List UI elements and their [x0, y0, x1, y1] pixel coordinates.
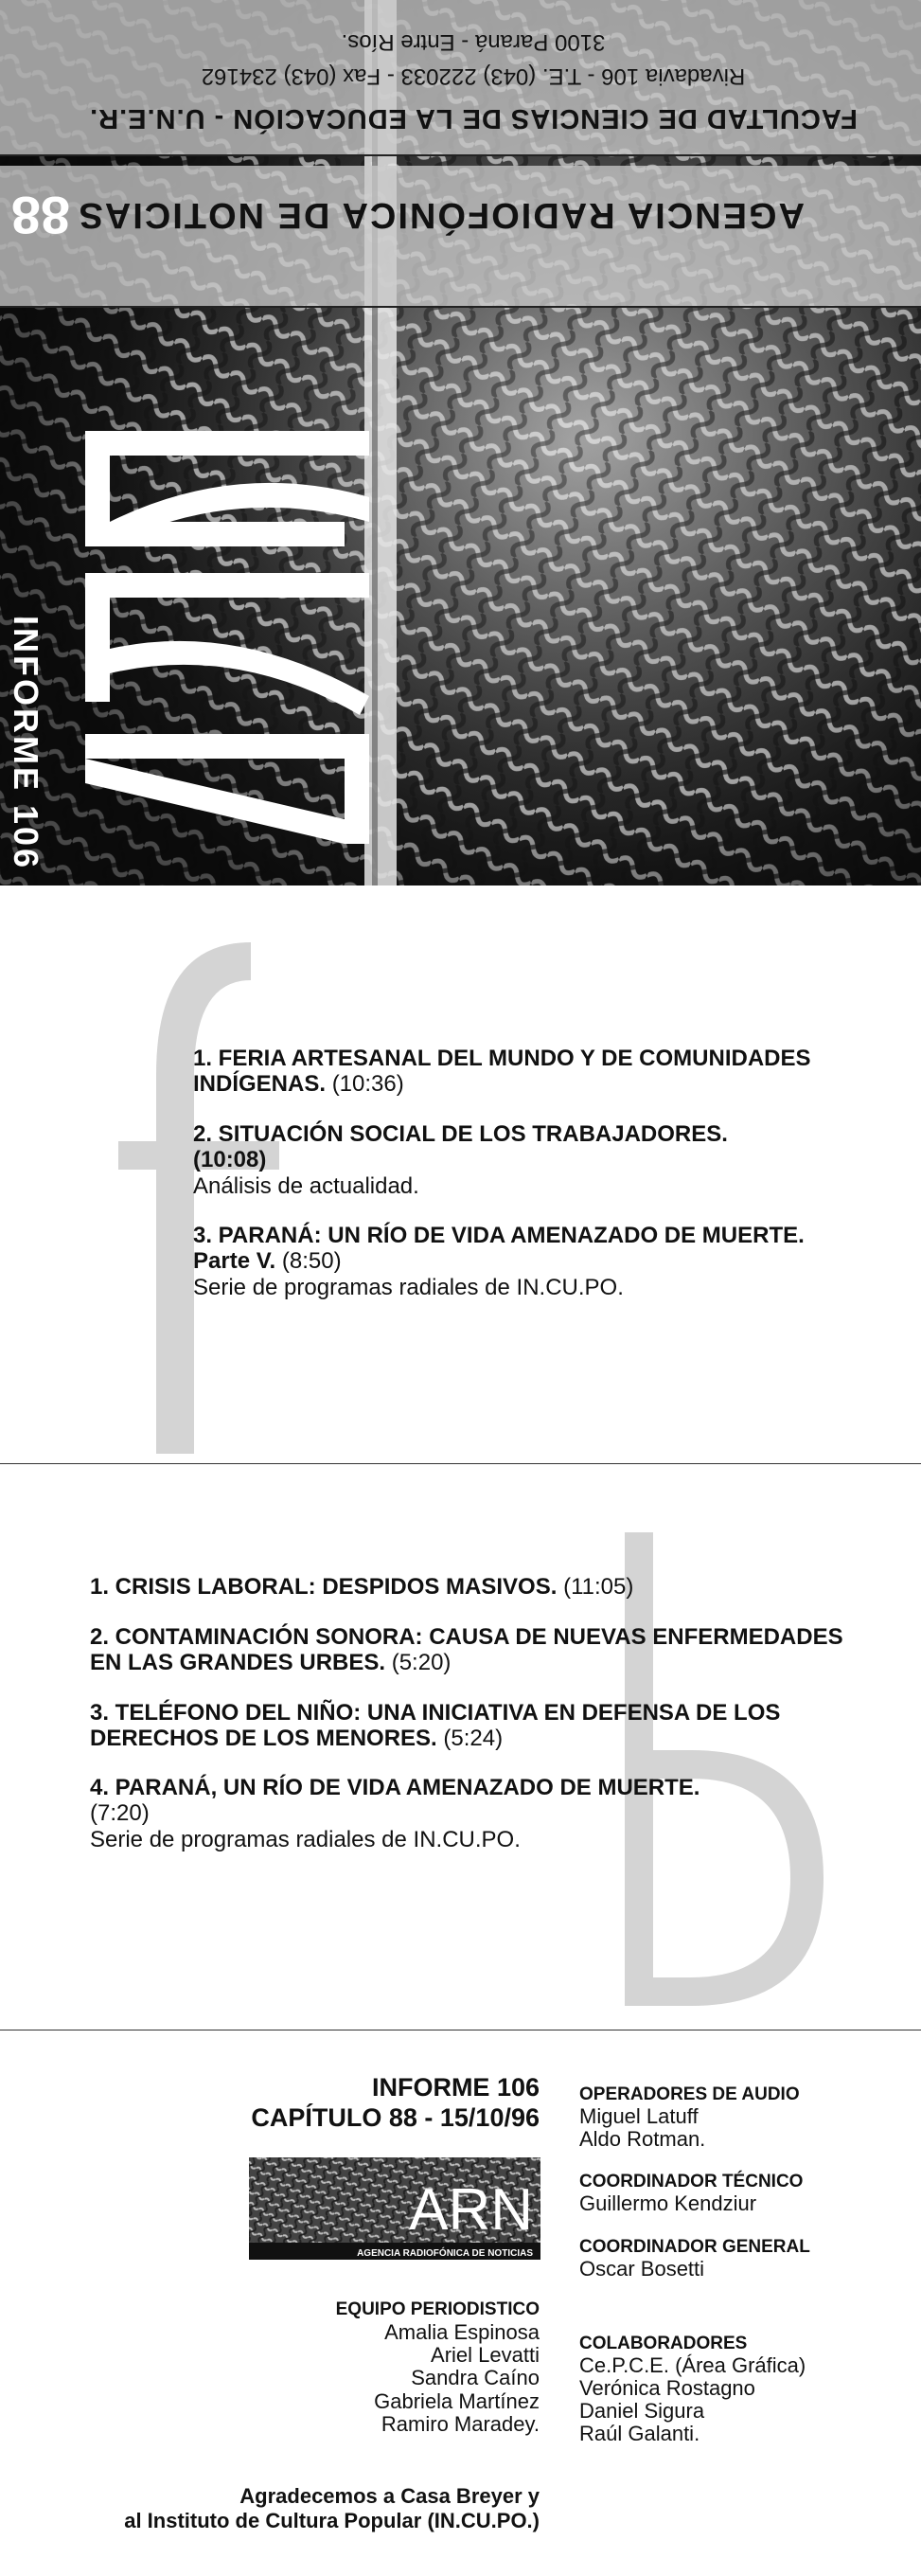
informe-heading [142, 2072, 540, 2134]
team-member: Sandra Caíno [411, 2366, 540, 2390]
track-item [193, 1224, 856, 1300]
arn-logo [66, 431, 388, 848]
credit-person: Daniel Sigura [579, 2399, 705, 2424]
credit-group [579, 2237, 901, 2281]
credit-role: OPERADORES DE AUDIO [579, 2084, 800, 2104]
track-item [90, 1625, 847, 1676]
informe-label: INFORME 106 [7, 616, 45, 871]
track-title: 2. SITUACIÓN SOCIAL DE LOS TRABAJADORES. [193, 1120, 728, 1147]
track-title: 4. PARANÁ, UN RÍO DE VIDA AMENAZADO DE MUERTE. [90, 1775, 700, 1801]
credit-person: Guillermo Kendziur [579, 2191, 757, 2216]
thanks-line: al Instituto de Cultura Popular (IN.CU.PO.) [124, 2509, 540, 2533]
mini-logo-text: ARN [409, 2177, 533, 2243]
track-duration: (5:20) [391, 1649, 452, 1675]
track-duration: (8:50) [281, 1247, 342, 1274]
track-item [90, 1575, 847, 1601]
cover-panel [0, 0, 921, 886]
credit-group [579, 2334, 901, 2446]
credit-person: Aldo Rotman. [579, 2127, 706, 2152]
side-b-letter-text [0, 1466, 1, 1467]
credit-person: Oscar Bosetti [579, 2256, 705, 2281]
thanks-line: Agradecemos a Casa Breyer y [239, 2484, 540, 2508]
credits-section [0, 2030, 921, 2576]
track-title: 3. TELÉFONO DEL NIÑO: UNA INICIATIVA EN DEFENSA DE LOS DERECHOS DE LOS MENORES. [90, 1699, 781, 1751]
chapter-number: 88 [10, 186, 71, 245]
credit-person: Miguel Latuff [579, 2104, 699, 2128]
side-b-track-list [90, 1575, 847, 1878]
arn-mini-logo [249, 2157, 540, 2260]
agency-band [0, 166, 921, 308]
track-duration: (7:20) [90, 1800, 150, 1827]
track-title: 2. CONTAMINACIÓN SONORA: CAUSA DE NUEVAS ENFERMEDADES EN LAS GRANDES URBES. [90, 1623, 843, 1675]
credit-person: Verónica Rostagno [579, 2375, 755, 2400]
credit-person: Raúl Galanti. [579, 2422, 700, 2446]
track-item [90, 1701, 847, 1752]
team-list [142, 2321, 540, 2436]
track-item [90, 1776, 847, 1852]
side-a-track-list [193, 1046, 856, 1325]
informe-number: INFORME 106 [371, 2073, 540, 2102]
track-subtitle: Serie de programas radiales de IN.CU.PO. [193, 1274, 624, 1300]
track-title: 1. CRISIS LABORAL: DESPIDOS MASIVOS. [90, 1574, 558, 1600]
acknowledgement [38, 2484, 540, 2534]
track-subtitle: Serie de programas radiales de IN.CU.PO. [90, 1827, 521, 1853]
credit-role: COORDINADOR TÉCNICO [579, 2172, 804, 2192]
track-title: 1. FERIA ARTESANAL DEL MUNDO Y DE COMUNIDADES INDÍGENAS. [193, 1046, 811, 1097]
faculty-line: FACULTAD DE CIENCIAS DE LA EDUCACIÓN - U.N.E.R. [89, 103, 858, 134]
team-title: EQUIPO PERIODISTICO [335, 2299, 540, 2319]
track-subtitle: Análisis de actualidad. [193, 1172, 419, 1199]
chapter-date: CAPÍTULO 88 - 15/10/96 [251, 2103, 540, 2133]
agency-name: AGENCIA RADIOFÓNICA DE NOTICIAS [77, 195, 805, 235]
credit-role: COLABORADORES [579, 2333, 748, 2353]
city-line: 3100 Paraná - Entre Ríos. [341, 29, 606, 55]
mini-logo-caption: AGENCIA RADIOFÓNICA DE NOTICIAS [357, 2248, 533, 2259]
credit-groups [579, 2084, 901, 2467]
credit-group [579, 2172, 901, 2215]
credit-role: COORDINADOR GENERAL [579, 2236, 810, 2257]
address-line: Rivadavia 106 - T.E. (043) 222033 - Fax (043) 234162 [201, 63, 746, 89]
team-member: Ramiro Maradey. [381, 2411, 540, 2436]
credit-group [579, 2084, 901, 2151]
side-a-section [0, 886, 921, 1463]
team-member: Amalia Espinosa [384, 2320, 540, 2344]
track-duration: (11:05) [563, 1574, 634, 1600]
track-title: 3. PARANÁ: UN RÍO DE VIDA AMENAZADO DE MUERTE. Parte V. [193, 1223, 805, 1274]
track-item [193, 1046, 856, 1098]
section-divider [0, 1463, 921, 1464]
track-duration: (10:36) [331, 1070, 404, 1097]
side-b-section [0, 1466, 921, 2030]
track-item [193, 1122, 856, 1199]
track-duration: (10:08) [193, 1146, 267, 1172]
team-member: Gabriela Martínez [374, 2388, 540, 2413]
team-member: Ariel Levatti [431, 2343, 540, 2368]
credit-person: Ce.P.C.E. (Área Gráfica) [579, 2352, 806, 2377]
track-duration: (5:24) [443, 1725, 504, 1751]
